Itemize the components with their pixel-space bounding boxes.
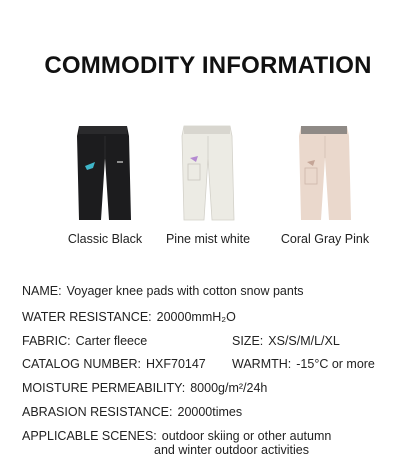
spec-value: -15°C or more [296,357,375,371]
spec-applicable-scenes [22,429,402,457]
spec-value: outdoor skiing or other autumn [161,429,332,443]
spec-value: 20000mmH₂O [156,310,236,324]
spec-value: Carter fleece [75,334,148,348]
product-label: Classic Black [67,232,143,246]
product-label: Pine mist white [165,232,251,246]
product-label: Coral Gray Pink [280,232,370,246]
spec-abrasion-resistance [22,405,242,419]
spec-label: NAME: [22,284,62,298]
spec-moisture-permeability [22,381,267,395]
spec-value: XS/S/M/L/XL [268,334,340,348]
spec-size [232,334,340,348]
spec-value: 8000g/m²/24h [190,381,268,395]
spec-value: 20000times [177,405,243,419]
spec-warmth [232,357,375,371]
spec-label: SIZE: [232,334,264,348]
spec-label: APPLICABLE SCENES: [22,429,157,443]
spec-label: WARMTH: [232,357,292,371]
spec-name [22,284,304,298]
spec-value-continued: and winter outdoor activities [154,443,309,457]
page-title: COMMODITY INFORMATION [44,52,372,79]
spec-water-resistance [22,310,236,324]
spec-label: CATALOG NUMBER: [22,357,141,371]
spec-label: FABRIC: [22,334,71,348]
spec-catalog-number [22,357,206,371]
spec-label: MOISTURE PERMEABILITY: [22,381,186,395]
spec-label: WATER RESISTANCE: [22,310,152,324]
spec-value: Voyager knee pads with cotton snow pants [66,284,304,298]
spec-label: ABRASION RESISTANCE: [22,405,173,419]
spec-fabric [22,334,147,348]
spec-value: HXF70147 [146,357,206,371]
